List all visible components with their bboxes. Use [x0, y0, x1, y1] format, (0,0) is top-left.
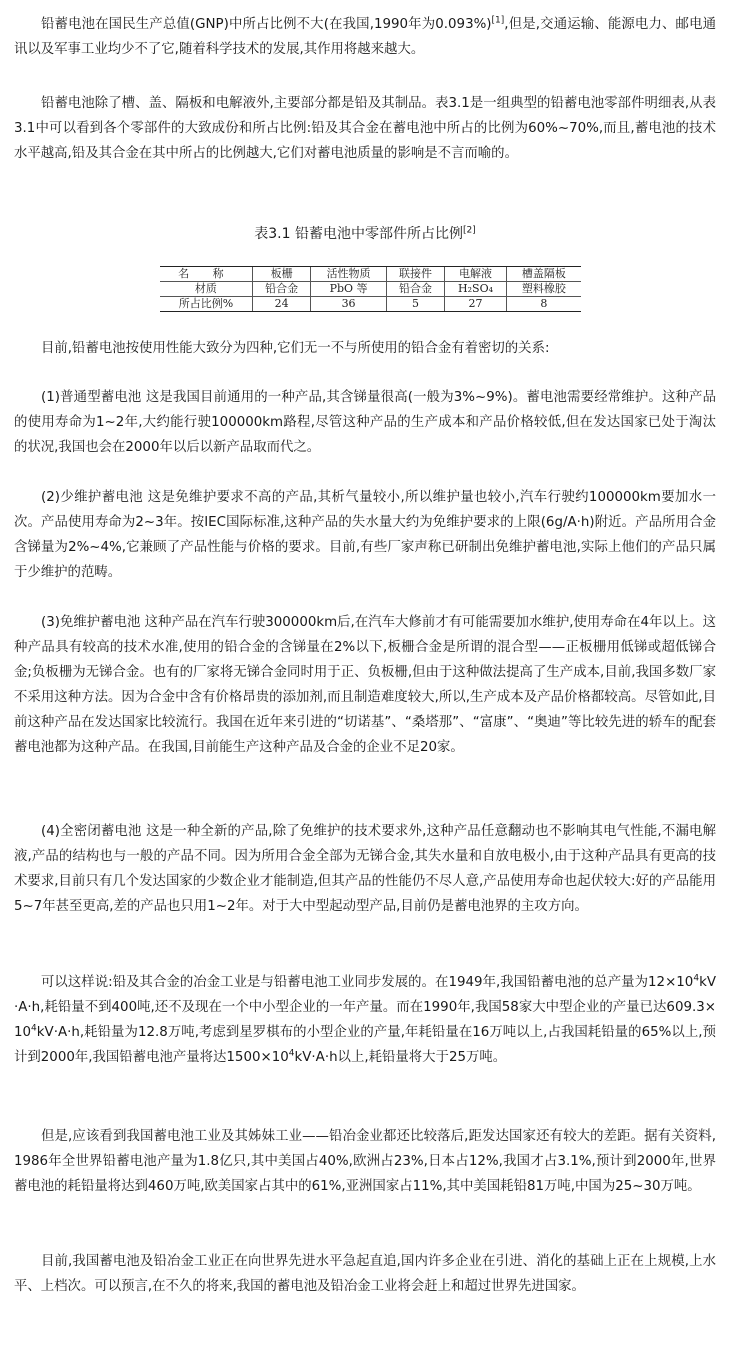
- table-cell: 电解液: [445, 267, 507, 282]
- paragraph-4: (1)普通型蓄电池 这是我国目前通用的一种产品,其含锑量很高(一般为3%~9%)。蓄电池需要经常维护。这种产品的使用寿命为1~2年,大约能行驶100000km路程,尽管这种产品的生产成本和产品价格较低,但在发达国家已处于淘汰的状况,我国也会在2000年以后以新产品取而代之。: [14, 390, 716, 455]
- parts-table: [160, 266, 581, 312]
- table-cell: 材质: [160, 282, 252, 297]
- table-cell: 塑料橡胶: [506, 282, 581, 297]
- paragraph-6: (3)免维护蓄电池 这种产品在汽车行驶300000km后,在汽车大修前才有可能需要加水维护,使用寿命在4年以上。这种产品具有较高的技术水准,使用的铅合金的含锑量在2%以下,板栅合金是所谓的混合型——正板栅用低锑或超低锑合金;负板栅为无锑合金。也有的厂家将无锑合金同时用于正、负板栅,但由于这种做法提高了生产成本,目前,我国多数厂家不采用这种方法。因为合金中含有价格昂贵的添加剂,而且制造难度较大,所以,生产成本及产品价格都较高。尽管如此,目前这种产品在发达国家比较流行。我国在近年来引进的“切诺基”、“桑塔那”、“富康”、“奥迪”等比较先进的轿车的配套蓄电池都为这种产品。在我国,目前能生产这种产品及合金的企业不足20家。: [14, 615, 716, 755]
- table-cell: 活性物质: [311, 267, 386, 282]
- table-cell: PbO 等: [311, 282, 386, 297]
- table-row: [160, 267, 581, 282]
- exponent: 4: [288, 1048, 295, 1059]
- paragraph-8-text-b: kV·A·h,耗铅量不到400吨,还不及现在一个中小型企业的一年产量。而在1990年,我国58家大中型企业的产量已达609.3×10: [14, 975, 716, 1040]
- table-row: [160, 282, 581, 297]
- paragraph-10: 目前,我国蓄电池及铅冶金工业正在向世界先进水平急起直追,国内许多企业在引进、消化的基础上正在上规模,上水平、上档次。可以预言,在不久的将来,我国的蓄电池及铅冶金工业将会赶上和超过世界先进国家。: [14, 1254, 716, 1294]
- paragraph-8-text-a: 可以这样说:铅及其合金的冶金工业是与铅蓄电池工业同步发展的。在1949年,我国铅蓄电池的总产量为12×10: [41, 975, 694, 990]
- paragraph-3: 目前,铅蓄电池按使用性能大致分为四种,它们无一不与所使用的铅合金有着密切的关系:: [41, 341, 550, 356]
- table-cell: H₂SO₄: [445, 282, 507, 297]
- paragraph-9: 但是,应该看到我国蓄电池工业及其姊妹工业——铅冶金业都还比较落后,距发达国家还有较大的差距。据有关资料,1986年全世界铅蓄电池产量为1.8亿只,其中美国占40%,欧洲占23%,日本占12%,我国才占3.1%,预计到2000年,世界蓄电池的耗铅量将达到460万吨,欧美国家占其中的61%,亚洲国家占11%,其中美国耗铅81万吨,中国为25~30万吨。: [14, 1129, 716, 1194]
- table-cell: 铅合金: [252, 282, 311, 297]
- exponent: 4: [693, 973, 700, 984]
- paragraph-8-text-c: kV·A·h,耗铅量为12.8万吨,考虑到星罗棋布的小型企业的产量,年耗铅量在16万吨以上,占我国耗铅量的65%以上,预计到2000年,我国铅蓄电池产量将达1500×10: [14, 1025, 716, 1065]
- table-cell: 板栅: [252, 267, 311, 282]
- table-cell: 名 称: [160, 267, 252, 282]
- paragraph-1-text-b: ,但是,交通运输、能源电力、邮电通讯以及军事工业均少不了它,随着科学技术的发展,其作用将越来越大。: [14, 17, 717, 57]
- paragraph-8: [14, 970, 716, 1070]
- table-row: [160, 297, 581, 312]
- exponent: 4: [31, 1023, 37, 1034]
- table-cell: 24: [252, 297, 311, 312]
- paragraph-1: [14, 12, 716, 62]
- paragraph-7: (4)全密闭蓄电池 这是一种全新的产品,除了免维护的技术要求外,这种产品任意翻动也不影响其电气性能,不漏电解液,产品的结构也与一般的产品不同。因为所用合金全部为无锑合金,其失水量和自放电极小,由于这种产品具有更高的技术要求,目前只有几个发达国家的少数企业才能制造,但其产品的性能仍不尽人意,产品使用寿命也起伏较大:好的产品能用5~7年甚至更高,差的产品也只用1~2年。对于大中型起动型产品,目前仍是蓄电池界的主攻方向。: [14, 824, 716, 914]
- table-cell: 铅合金: [386, 282, 445, 297]
- citation-ref-1: [1]: [491, 15, 505, 26]
- paragraph-5: (2)少维护蓄电池 这是免维护要求不高的产品,其析气量较小,所以维护量也较小,汽车行驶约100000km要加水一次。产品使用寿命为2~3年。按IEC国际标准,这种产品的失水量大约为免维护要求的上限(6g/A·h)附近。产品所用合金含锑量为2%~4%,它兼顾了产品性能与价格的要求。目前,有些厂家声称已研制出免维护蓄电池,实际上他们的产品只属于少维护的范畴。: [14, 490, 716, 580]
- table-cell: 27: [445, 297, 507, 312]
- table-cell: 槽盖隔板: [506, 267, 581, 282]
- table-cell: 联接件: [386, 267, 445, 282]
- table-caption-text: 表3.1 铅蓄电池中零部件所占比例: [254, 226, 463, 242]
- table-cell: 8: [506, 297, 581, 312]
- citation-ref-2: [2]: [462, 225, 476, 236]
- table-cell: 36: [311, 297, 386, 312]
- table-cell: 5: [386, 297, 445, 312]
- paragraph-2: 铅蓄电池除了槽、盖、隔板和电解液外,主要部分都是铅及其制品。表3.1是一组典型的铅蓄电池零部件明细表,从表3.1中可以看到各个零部件的大致成份和所占比例:铅及其合金在蓄电池中所占的比例为60%~70%,而且,蓄电池的技术水平越高,铅及其合金在其中所占的比例越大,它们对蓄电池质量的影响是不言而喻的。: [14, 96, 716, 161]
- table-caption: [0, 222, 730, 246]
- paragraph-1-text-a: 铅蓄电池在国民生产总值(GNP)中所占比例不大(在我国,1990年为0.093%): [41, 17, 492, 32]
- paragraph-8-text-d: kV·A·h以上,耗铅量将大于25万吨。: [294, 1050, 507, 1065]
- table-cell: 所占比例%: [160, 297, 252, 312]
